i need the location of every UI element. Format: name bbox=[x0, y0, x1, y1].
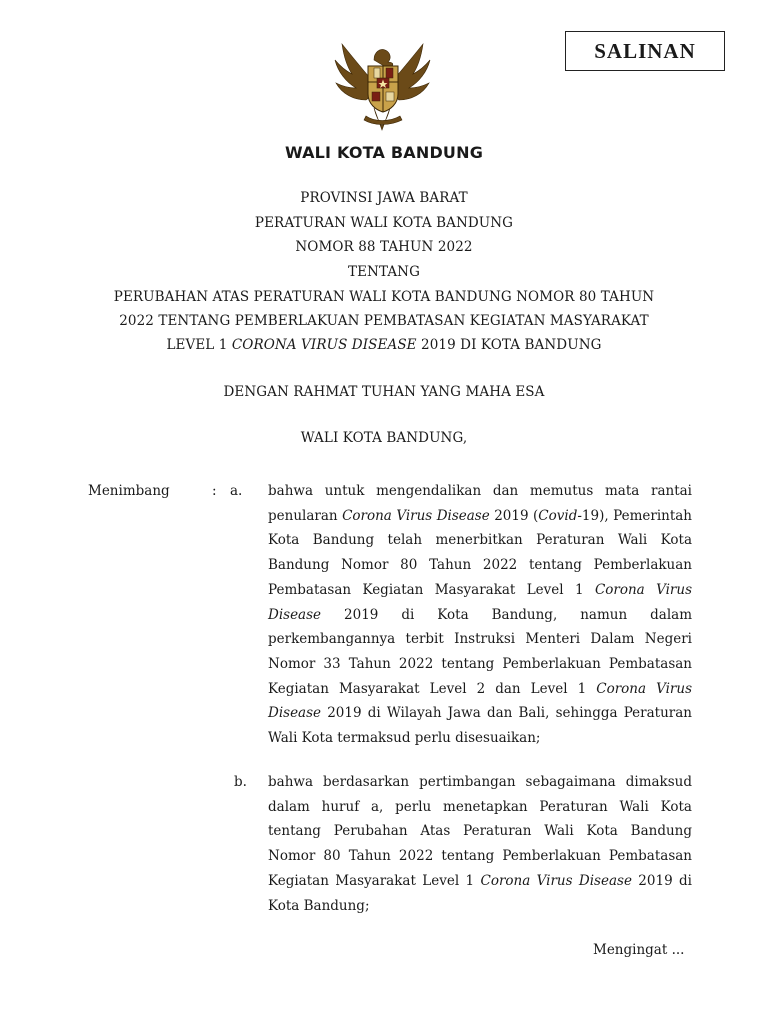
subject-line-2: 2022 TENTANG PEMBERLAKUAN PEMBATASAN KEGIATAN MASYARAKAT bbox=[119, 313, 649, 329]
item-a-italic-2: Covid- bbox=[538, 507, 582, 524]
tentang-line: TENTANG bbox=[348, 264, 420, 280]
garuda-emblem bbox=[330, 38, 435, 136]
item-b-italic-1: Corona Virus Disease bbox=[480, 872, 632, 889]
item-a-seg-5: 2019 di Wilayah Jawa dan Bali, sehingga Peraturan Wali Kota termaksud perlu disesuaikan; bbox=[268, 705, 692, 747]
item-a-text bbox=[268, 479, 692, 751]
regulation-type-line: PERATURAN WALI KOTA BANDUNG bbox=[254, 215, 514, 231]
rahmat-line: DENGAN RAHMAT TUHAN YANG MAHA ESA bbox=[223, 384, 545, 400]
document-issuer-title: WALI KOTA BANDUNG bbox=[284, 143, 484, 162]
subject-line-3-post: 2019 DI KOTA BANDUNG bbox=[416, 337, 602, 353]
continuation-text: Mengingat ... bbox=[593, 942, 685, 958]
menimbang-colon: : bbox=[212, 483, 217, 499]
item-a-seg-3: 19), Pemerintah Kota Bandung telah menerbitkan Peraturan Wali Kota Bandung Nomor 80 Tahun 2022 tentang Pemberlakuan Pembatasan Kegiatan Masyarakat Level 1 bbox=[268, 507, 693, 598]
item-a-italic-3: Corona Virus Disease bbox=[268, 581, 692, 623]
menimbang-label: Menimbang bbox=[88, 483, 170, 499]
subject-line-1: PERUBAHAN ATAS PERATURAN WALI KOTA BANDUNG NOMOR 80 TAHUN bbox=[113, 289, 655, 305]
regulation-number-line: NOMOR 88 TAHUN 2022 bbox=[295, 239, 473, 255]
item-a-italic-4: Corona Virus Disease bbox=[268, 680, 692, 722]
item-b-marker: b. bbox=[234, 774, 247, 790]
subject-line-3-italic: CORONA VIRUS DISEASE bbox=[231, 337, 417, 353]
item-a-seg-2: 2019 ( bbox=[489, 507, 539, 524]
item-a-seg-4: 2019 di Kota Bandung, namun dalam perkembangannya terbit Instruksi Menteri Dalam Negeri Nomor 33 Tahun 2022 tentang Pemberlakuan Pembatasan Kegiatan Masyarakat Level 2 dan Level 1 bbox=[268, 606, 692, 697]
subject-line-3 bbox=[0, 337, 768, 353]
item-a-seg-1: bahwa untuk mengendalikan dan memutus mata rantai penularan bbox=[268, 483, 692, 524]
official-line: WALI KOTA BANDUNG, bbox=[300, 430, 468, 446]
subject-line-3-pre: LEVEL 1 bbox=[166, 337, 232, 353]
item-a-italic-1: Corona Virus Disease bbox=[342, 507, 490, 524]
item-b-seg-1: bahwa berdasarkan pertimbangan sebagaimana dimaksud dalam huruf a, perlu menetapkan Peraturan Wali Kota tentang Perubahan Atas Peraturan Wali Kota Bandung Nomor 80 Tahun 2022 tentang Pemberlakuan Pembatasan Kegiatan Masyarakat Level 1 bbox=[268, 774, 692, 889]
province-line: PROVINSI JAWA BARAT bbox=[300, 190, 468, 206]
item-b-text bbox=[268, 770, 692, 918]
item-b-seg-2: 2019 di Kota Bandung; bbox=[268, 872, 692, 914]
salinan-stamp: SALINAN bbox=[565, 31, 725, 71]
item-a-marker: a. bbox=[230, 483, 243, 499]
